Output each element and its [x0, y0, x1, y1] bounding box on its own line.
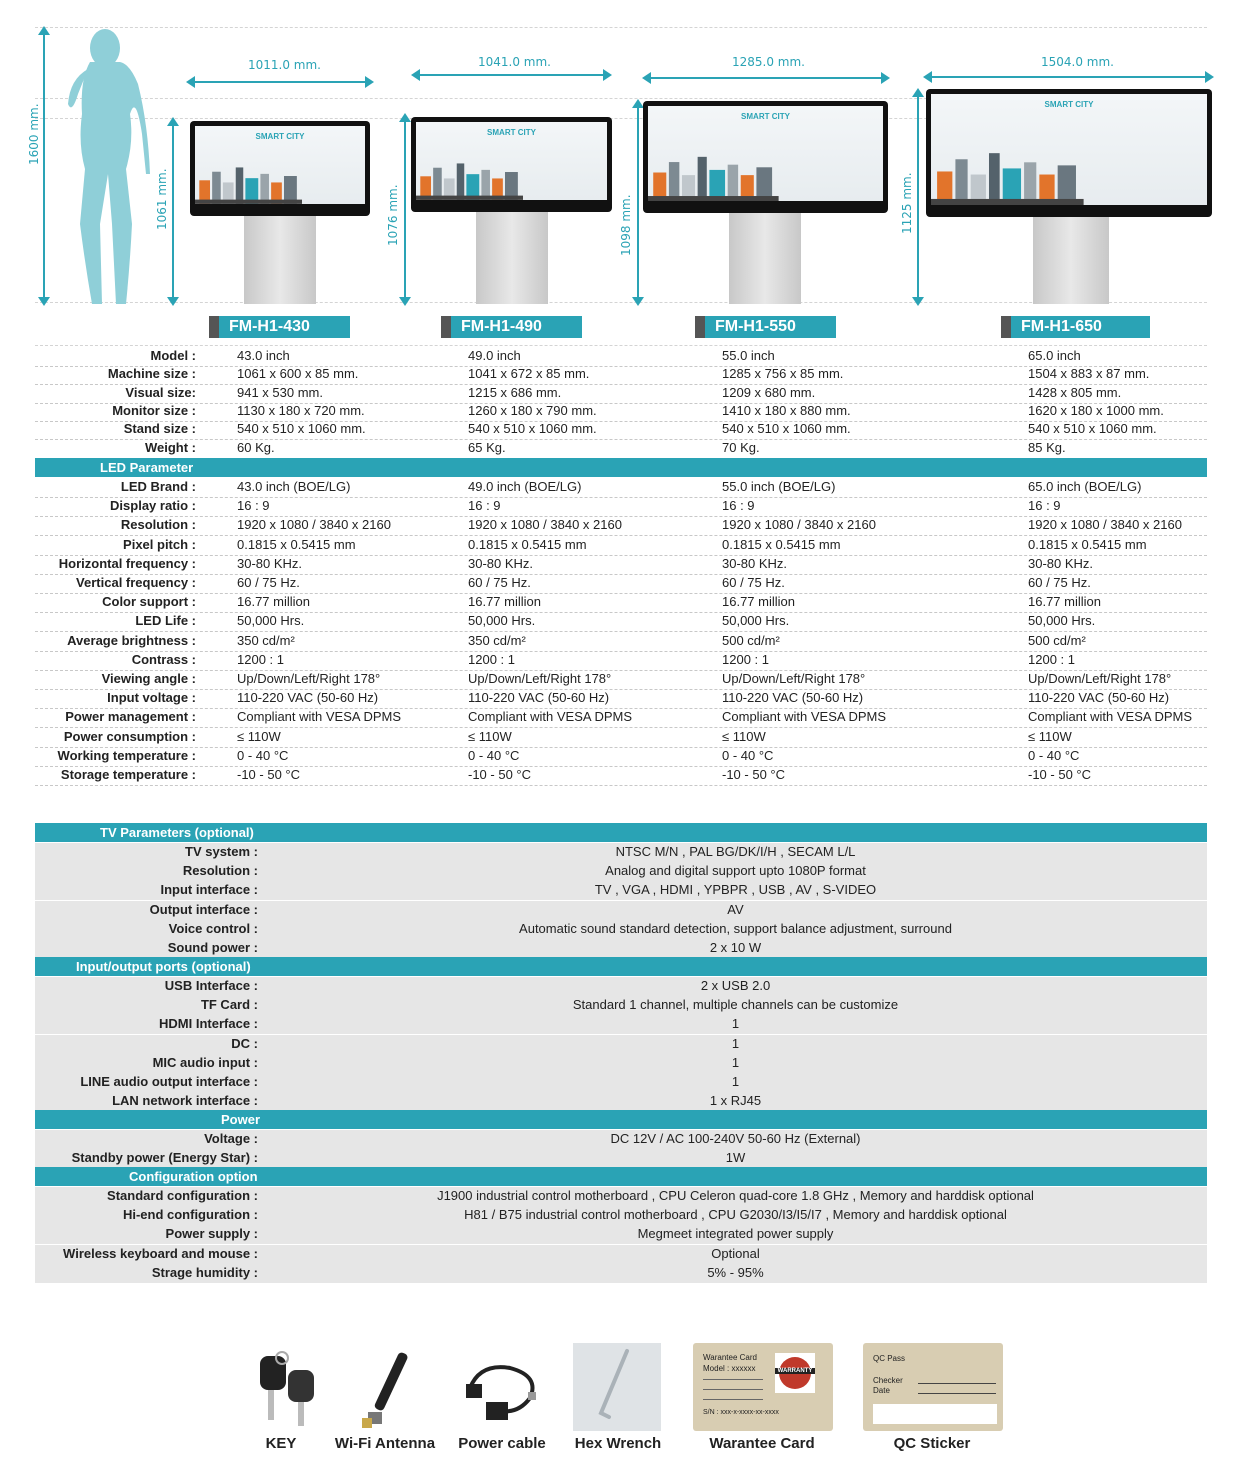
spec-label: Contrass : [131, 651, 196, 667]
spec-row [35, 881, 1207, 901]
spec-label: Voice control : [168, 920, 258, 936]
spec-value: 1W [725, 1150, 746, 1166]
spec-label: Viewing angle : [101, 671, 196, 686]
spec-value: NTSC M/N , PAL BG/DK/I/H , SECAM L/L [615, 844, 856, 859]
spec-label: DC : [231, 1035, 258, 1051]
hex-wrench-photo [573, 1343, 661, 1431]
spec-label: Color support : [102, 594, 196, 610]
section-header-tv: TV Parameters (optional) [35, 823, 1207, 842]
spec-value: 540 x 510 x 1060 mm. [237, 421, 366, 437]
spec-value: 110-220 VAC (50-60 Hz) [1028, 690, 1170, 706]
spec-label: Machine size : [107, 366, 196, 382]
spec-value: ≤ 110W [468, 728, 512, 744]
spec-label: Resolution : [120, 517, 196, 533]
spec-value: 65.0 inch (BOE/LG) [1028, 479, 1142, 494]
spec-value: Compliant with VESA DPMS [468, 709, 633, 725]
spec-value: 1215 x 686 mm. [468, 384, 562, 400]
spec-value: J1900 industrial control motherboard , CPU Celeron quad-core 1.8 GHz , Memory and harddisk optional [437, 1188, 1034, 1203]
section-header-led: LED Parameter [35, 458, 1207, 477]
spec-row [35, 365, 1207, 385]
spec-value: -10 - 50 °C [1028, 767, 1092, 782]
warranty-card: Warantee Card Model : xxxxxx WARRANTY S/N : xxx-x-xxxx-xx-xxxx [693, 1343, 833, 1431]
spec-row [35, 1015, 1207, 1035]
model-name-tab: FM-H1-490 [451, 316, 582, 338]
key-icon [238, 1348, 326, 1436]
spec-value: 50,000 Hrs. [722, 613, 790, 629]
spec-row [35, 1206, 1207, 1226]
spec-label: Input voltage : [107, 690, 196, 706]
machine-height-label: 1061 mm. [155, 168, 169, 230]
model-name-tab: FM-H1-550 [705, 316, 836, 338]
machine-width-arrow [646, 77, 886, 79]
section-header-power: Power [35, 1110, 1207, 1129]
spec-value: 16 : 9 [722, 498, 755, 514]
spec-row [35, 1225, 1207, 1245]
spec-value: 1920 x 1080 / 3840 x 2160 [237, 517, 391, 533]
spec-value: Megmeet integrated power supply [637, 1226, 834, 1242]
spec-value: 1200 : 1 [722, 651, 769, 667]
spec-label: Voltage : [204, 1131, 258, 1146]
qc-sticker: QC Pass Checker Date [863, 1343, 1003, 1431]
spec-label: Strage humidity : [151, 1264, 258, 1280]
spec-label: Vertical frequency : [76, 575, 196, 590]
spec-value: -10 - 50 °C [468, 767, 532, 782]
machine-width-label: 1041.0 mm. [478, 55, 551, 69]
screen-title: SMART CITY [255, 132, 305, 141]
spec-value: 65.0 inch [1028, 348, 1081, 363]
accessory-label: Hex Wrench [574, 1435, 662, 1452]
spec-value: 0.1815 x 0.5415 mm [468, 536, 587, 552]
accessory-label: Wi-Fi Antenna [334, 1435, 436, 1452]
spec-row [35, 1035, 1207, 1055]
spec-value: ≤ 110W [1028, 728, 1072, 744]
spec-value: 0.1815 x 0.5415 mm [1028, 536, 1147, 552]
spec-value: 500 cd/m² [722, 632, 780, 648]
spec-value: 0 - 40 °C [722, 747, 774, 763]
spec-value: 1200 : 1 [237, 651, 284, 667]
spec-value: 1620 x 180 x 1000 mm. [1028, 402, 1164, 418]
section-header-io: Input/output ports (optional) [35, 957, 1207, 976]
spec-label: Wireless keyboard and mouse : [63, 1245, 258, 1261]
spec-label: Model : [150, 348, 196, 363]
spec-value: 350 cd/m² [237, 632, 295, 648]
spec-label: Sound power : [167, 940, 258, 955]
spec-label: Average brightness : [67, 632, 196, 648]
spec-label: Stand size : [123, 421, 196, 437]
spec-value: Up/Down/Left/Right 178° [1028, 671, 1172, 686]
spec-value: 16 : 9 [468, 498, 501, 514]
spec-value: 1920 x 1080 / 3840 x 2160 [722, 517, 876, 533]
spec-value: 70 Kg. [722, 439, 760, 455]
spec-value: ≤ 110W [237, 728, 281, 744]
machine-screen [190, 121, 370, 216]
spec-value: Optional [711, 1245, 760, 1261]
spec-value: 16 : 9 [237, 498, 270, 514]
spec-value: 50,000 Hrs. [468, 613, 536, 629]
model-name-tab: FM-H1-430 [219, 316, 350, 338]
machine-stand [476, 212, 548, 304]
machine-width-arrow [415, 74, 608, 76]
model-name-tab: FM-H1-650 [1011, 316, 1150, 338]
spec-value: -10 - 50 °C [722, 767, 786, 782]
spec-row [35, 901, 1207, 921]
machine-stand [244, 216, 316, 304]
spec-value: 55.0 inch [722, 348, 775, 363]
spec-label: Visual size: [125, 384, 196, 400]
spec-value: 16.77 million [1028, 594, 1101, 610]
accessory-label: Power cable [458, 1435, 546, 1452]
spec-label: Output interface : [149, 901, 258, 917]
spec-row [35, 977, 1207, 997]
spec-value: 110-220 VAC (50-60 Hz) [722, 690, 864, 706]
spec-value: 1200 : 1 [1028, 651, 1075, 667]
machine-height-arrow [637, 103, 639, 302]
spec-value: 1 [731, 1054, 740, 1070]
hex-wrench-icon [573, 1343, 661, 1431]
spec-row [35, 747, 1207, 767]
machine-height-label: 1098 mm. [619, 194, 633, 256]
spec-value: 941 x 530 mm. [237, 384, 323, 400]
spec-value: 60 / 75 Hz. [468, 575, 531, 590]
spec-value: 110-220 VAC (50-60 Hz) [468, 690, 610, 706]
spec-row [35, 920, 1207, 940]
spec-value: 1285 x 756 x 85 mm. [722, 366, 844, 382]
spec-value: Compliant with VESA DPMS [237, 709, 402, 725]
screen-title: SMART CITY [741, 112, 790, 121]
spec-row [35, 728, 1207, 748]
machine-width-arrow [190, 81, 370, 83]
spec-row [35, 1054, 1207, 1074]
spec-label: Input interface : [160, 882, 258, 898]
machine-screen [411, 117, 612, 212]
spec-label: Monitor size : [112, 402, 196, 418]
spec-value: 30-80 KHz. [722, 555, 788, 571]
spec-value: Standard 1 channel, multiple channels can be customize [572, 997, 899, 1013]
spec-row [35, 439, 1207, 459]
section-header-config: Configuration option [35, 1167, 1207, 1186]
spec-value: 43.0 inch (BOE/LG) [237, 479, 351, 494]
spec-value: 1209 x 680 mm. [722, 384, 816, 400]
spec-value: Up/Down/Left/Right 178° [237, 671, 381, 686]
spec-label: Power supply : [165, 1226, 258, 1242]
spec-value: 1920 x 1080 / 3840 x 2160 [1028, 517, 1182, 533]
spec-value: 60 Kg. [237, 439, 275, 455]
spec-value: 16.77 million [237, 594, 310, 610]
spec-value: 0 - 40 °C [468, 747, 520, 763]
spec-value: 50,000 Hrs. [1028, 613, 1096, 629]
spec-label: LINE audio output interface : [80, 1074, 258, 1089]
spec-value: 50,000 Hrs. [237, 613, 305, 629]
spec-row [35, 497, 1207, 517]
human-height-label: 1600 mm. [27, 103, 41, 165]
spec-label: Storage temperature : [60, 767, 196, 782]
machine-width-label: 1011.0 mm. [248, 58, 321, 72]
accessory-label: Warantee Card [709, 1435, 815, 1452]
spec-row [35, 478, 1207, 498]
spec-value: 1410 x 180 x 880 mm. [722, 402, 851, 418]
spec-value: 1061 x 600 x 85 mm. [237, 366, 359, 382]
human-height-arrow [43, 30, 45, 302]
spec-row [35, 670, 1207, 690]
spec-row [35, 1130, 1207, 1150]
machine-width-label: 1285.0 mm. [732, 55, 805, 69]
screen-title: SMART CITY [487, 128, 536, 137]
spec-value: 30-80 KHz. [1028, 555, 1094, 571]
spec-value: 0.1815 x 0.5415 mm [722, 536, 841, 552]
screen-title: SMART CITY [1044, 100, 1094, 109]
machine-stand [1033, 217, 1109, 304]
spec-label: USB Interface : [164, 978, 258, 993]
spec-row [35, 689, 1207, 709]
spec-row [35, 1264, 1207, 1284]
spec-value: Analog and digital support upto 1080P format [605, 863, 866, 879]
spec-label: Working temperature : [57, 747, 196, 763]
machine-height-arrow [917, 92, 919, 302]
spec-value: 1130 x 180 x 720 mm. [237, 402, 365, 418]
spec-value: 500 cd/m² [1028, 632, 1086, 648]
spec-label: HDMI Interface : [159, 1016, 258, 1032]
spec-value: 350 cd/m² [468, 632, 526, 648]
spec-value: 5% - 95% [707, 1264, 764, 1280]
machine-width-label: 1504.0 mm. [1041, 55, 1114, 69]
spec-label: Weight : [144, 439, 196, 455]
machine-height-label: 1076 mm. [386, 184, 400, 246]
spec-value: DC 12V / AC 100-240V 50-60 Hz (External) [610, 1131, 861, 1146]
spec-row [35, 708, 1207, 728]
spec-row [35, 420, 1207, 440]
spec-label: Standby power (Energy Star) : [71, 1150, 258, 1166]
spec-row [35, 1073, 1207, 1093]
machine-height-arrow [404, 117, 406, 302]
spec-row [35, 1187, 1207, 1207]
spec-value: 0 - 40 °C [237, 747, 289, 763]
accessory-label: QC Sticker [893, 1435, 971, 1452]
spec-value: 0.1815 x 0.5415 mm [237, 536, 356, 552]
spec-value: 30-80 KHz. [468, 555, 534, 571]
spec-value: 43.0 inch [237, 348, 290, 363]
spec-row [35, 632, 1207, 652]
spec-value: TV , VGA , HDMI , YPBPR , USB , AV , S-VIDEO [594, 882, 877, 898]
accessory-label: KEY [265, 1435, 297, 1452]
spec-value: Automatic sound standard detection, support balance adjustment, surround [519, 920, 952, 936]
power-cable-icon [460, 1348, 548, 1436]
spec-row [35, 862, 1207, 882]
machine-height-label: 1125 mm. [900, 172, 914, 234]
spec-value: 1 x RJ45 [709, 1093, 762, 1109]
spec-label: LED Life : [135, 613, 196, 629]
spec-row [35, 347, 1207, 367]
spec-value: 30-80 KHz. [237, 555, 303, 571]
spec-value: 540 x 510 x 1060 mm. [1028, 421, 1157, 437]
spec-label: MIC audio input : [152, 1054, 258, 1070]
spec-value: Compliant with VESA DPMS [722, 709, 887, 725]
machine-width-arrow [927, 76, 1210, 78]
spec-row [35, 843, 1207, 863]
spec-value: 65 Kg. [468, 439, 506, 455]
spec-value: 1041 x 672 x 85 mm. [468, 366, 590, 382]
spec-label: Horizontal frequency : [58, 555, 196, 571]
spec-row [35, 574, 1207, 594]
spec-value: 1504 x 883 x 87 mm. [1028, 366, 1150, 382]
spec-value: 2 x 10 W [709, 940, 762, 955]
spec-row [35, 939, 1207, 959]
spec-label: Display ratio : [110, 498, 196, 514]
spec-value: 85 Kg. [1028, 439, 1066, 455]
spec-label: Power management : [65, 709, 196, 725]
spec-label: Pixel pitch : [123, 536, 196, 552]
spec-value: 16.77 million [468, 594, 541, 610]
spec-value: Up/Down/Left/Right 178° [722, 671, 866, 686]
spec-value: 55.0 inch (BOE/LG) [722, 479, 836, 494]
spec-row [35, 651, 1207, 671]
spec-label: Power consumption : [63, 728, 196, 744]
spec-value: 49.0 inch (BOE/LG) [468, 479, 582, 494]
spec-label: LED Brand : [120, 479, 196, 494]
machine-stand [729, 213, 801, 304]
spec-value: 540 x 510 x 1060 mm. [722, 421, 851, 437]
spec-value: 1260 x 180 x 790 mm. [468, 402, 597, 418]
spec-label: LAN network interface : [112, 1093, 258, 1109]
spec-row [35, 1245, 1207, 1265]
spec-label: Standard configuration : [107, 1188, 258, 1203]
spec-value: 2 x USB 2.0 [700, 978, 771, 993]
spec-value: 16.77 million [722, 594, 795, 610]
spec-value: 1428 x 805 mm. [1028, 384, 1122, 400]
spec-row [35, 555, 1207, 575]
spec-value: 60 / 75 Hz. [722, 575, 785, 590]
spec-row [35, 384, 1207, 404]
spec-value: Up/Down/Left/Right 178° [468, 671, 612, 686]
antenna-icon [344, 1346, 432, 1434]
spec-value: 60 / 75 Hz. [237, 575, 300, 590]
spec-value: 1 [731, 1035, 740, 1051]
spec-value: 16 : 9 [1028, 498, 1061, 514]
spec-value: Compliant with VESA DPMS [1028, 709, 1193, 725]
spec-row [35, 996, 1207, 1016]
spec-label: TV system : [185, 844, 258, 859]
spec-value: 49.0 inch [468, 348, 521, 363]
spec-value: 1 [731, 1016, 740, 1032]
spec-row [35, 593, 1207, 613]
spec-label: Hi-end configuration : [122, 1207, 258, 1223]
spec-row [35, 516, 1207, 536]
spec-label: TF Card : [200, 997, 258, 1013]
spec-row [35, 612, 1207, 632]
human-silhouette-icon [50, 24, 160, 308]
spec-value: 540 x 510 x 1060 mm. [468, 421, 597, 437]
spec-value: 110-220 VAC (50-60 Hz) [237, 690, 379, 706]
spec-label: Resolution : [182, 863, 258, 879]
spec-value: 1 [731, 1074, 740, 1089]
spec-value: 1920 x 1080 / 3840 x 2160 [468, 517, 622, 533]
spec-value: 0 - 40 °C [1028, 747, 1080, 763]
machine-height-arrow [172, 121, 174, 302]
spec-value: 60 / 75 Hz. [1028, 575, 1091, 590]
spec-row [35, 766, 1207, 786]
spec-value: -10 - 50 °C [237, 767, 301, 782]
warranty-seal-icon: WARRANTY [775, 1353, 815, 1393]
spec-value: ≤ 110W [722, 728, 766, 744]
spec-row [35, 402, 1207, 422]
spec-value: AV [727, 901, 744, 917]
spec-value: 1200 : 1 [468, 651, 515, 667]
spec-row [35, 536, 1207, 556]
spec-value: H81 / B75 industrial control motherboard , CPU G2030/I3/I5/I7 , Memory and harddisk optional [464, 1207, 1007, 1223]
machine-screen [926, 89, 1212, 217]
machine-screen [643, 101, 888, 213]
